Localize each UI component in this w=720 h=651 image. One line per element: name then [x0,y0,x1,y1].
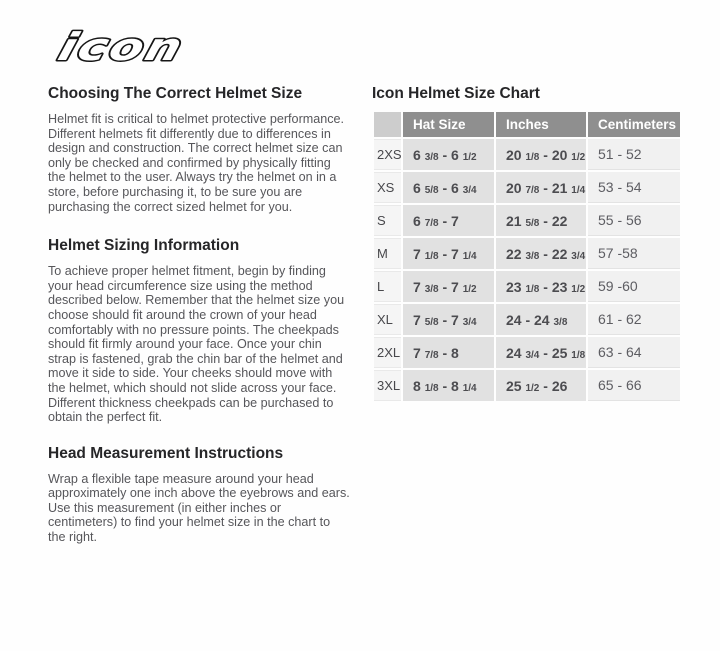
centimeters-value: 59 -60 [588,271,680,302]
section-body: Helmet fit is critical to helmet protective performance. Different helmets fit differently due to differences in design and construction. The correct helmet size can only be checked and confirmed by physically fitting the helmet to the user. Always try the helmet on in a store, before purchasing it, to be sure you are purchasing the correct sized helmet for you. [48,112,345,214]
centimeters-value: 51 - 52 [588,139,680,170]
table-row [374,238,680,269]
size-label: L [374,271,401,302]
inches-value: 25 1/2 - 26 [496,370,586,401]
icon-logo-graphic [40,22,210,70]
size-chart-title: Icon Helmet Size Chart [372,85,540,102]
table-row [374,205,680,236]
hat-size-value: 6 5/8 - 6 3/4 [403,172,494,203]
size-label: 2XS [374,139,401,170]
inches-value: 24 - 24 3/8 [496,304,586,335]
section-body: Wrap a flexible tape measure around your head approximately one inch above the eyebrows and ears. Use this measurement (in either inches or centimeters) to find your helmet size in the chart to the right. [48,471,350,545]
inches-column-header: Inches [496,112,586,137]
left-column [48,84,351,545]
centimeters-value: 63 - 64 [588,337,680,368]
size-label: M [374,238,401,269]
inches-value: 20 1/8 - 20 1/2 [496,139,586,170]
hat-size-value: 7 7/8 - 8 [403,337,494,368]
size-label: 2XL [374,337,401,368]
table-row [374,139,680,170]
hat-size-value: 8 1/8 - 8 1/4 [403,370,494,401]
section-heading: Head Measurement Instructions [48,444,284,462]
size-label: S [374,205,401,236]
hat-size-value: 7 1/8 - 7 1/4 [403,238,494,269]
right-column [372,84,686,403]
section-sizing-information [48,236,351,425]
table-row [374,370,680,401]
table-row [374,271,680,302]
centimeters-value: 61 - 62 [588,304,680,335]
inches-value: 23 1/8 - 23 1/2 [496,271,586,302]
inches-value: 22 3/8 - 22 3/4 [496,238,586,269]
inches-value: 20 7/8 - 21 1/4 [496,172,586,203]
centimeters-value: 57 -58 [588,238,680,269]
table-row [374,337,680,368]
table-row [374,304,680,335]
section-heading: Helmet Sizing Information [48,237,240,255]
size-chart-table [372,110,682,403]
hat-size-value: 7 3/8 - 7 1/2 [403,271,494,302]
size-label: XL [374,304,401,335]
inches-value: 24 3/4 - 25 1/8 [496,337,586,368]
size-label: 3XL [374,370,401,401]
section-measurement-instructions [48,444,351,545]
centimeters-value: 65 - 66 [588,370,680,401]
size-label: XS [374,172,401,203]
centimeters-value: 55 - 56 [588,205,680,236]
hat-size-value: 6 3/8 - 6 1/2 [403,139,494,170]
icon-logo [40,22,210,70]
hat-size-column-header: Hat Size [403,112,494,137]
section-body: To achieve proper helmet fitment, begin by finding your head circumference size using the method described below. Remember that the helmet size you choose should fit around the crown of your head comfortably with no pressure points. The cheekpads should fit firmly around your face. Once your chin strap is fastened, grab the chin bar of the helmet and move it side to side. Your cheeks should move with the helmet, which should not slide across your face. Different thickness cheekpads can be purchased to obtain the perfect fit. [48,264,345,425]
centimeters-column-header: Centimeters [588,112,680,137]
section-choosing-size [48,84,351,214]
corner-header-cell [374,112,401,137]
table-row [374,172,680,203]
table-header-row [374,112,680,137]
hat-size-value: 7 5/8 - 7 3/4 [403,304,494,335]
inches-value: 21 5/8 - 22 [496,205,586,236]
hat-size-value: 6 7/8 - 7 [403,205,494,236]
icon-logo-text: icon [53,25,190,70]
centimeters-value: 53 - 54 [588,172,680,203]
section-heading: Choosing The Correct Helmet Size [48,85,303,102]
